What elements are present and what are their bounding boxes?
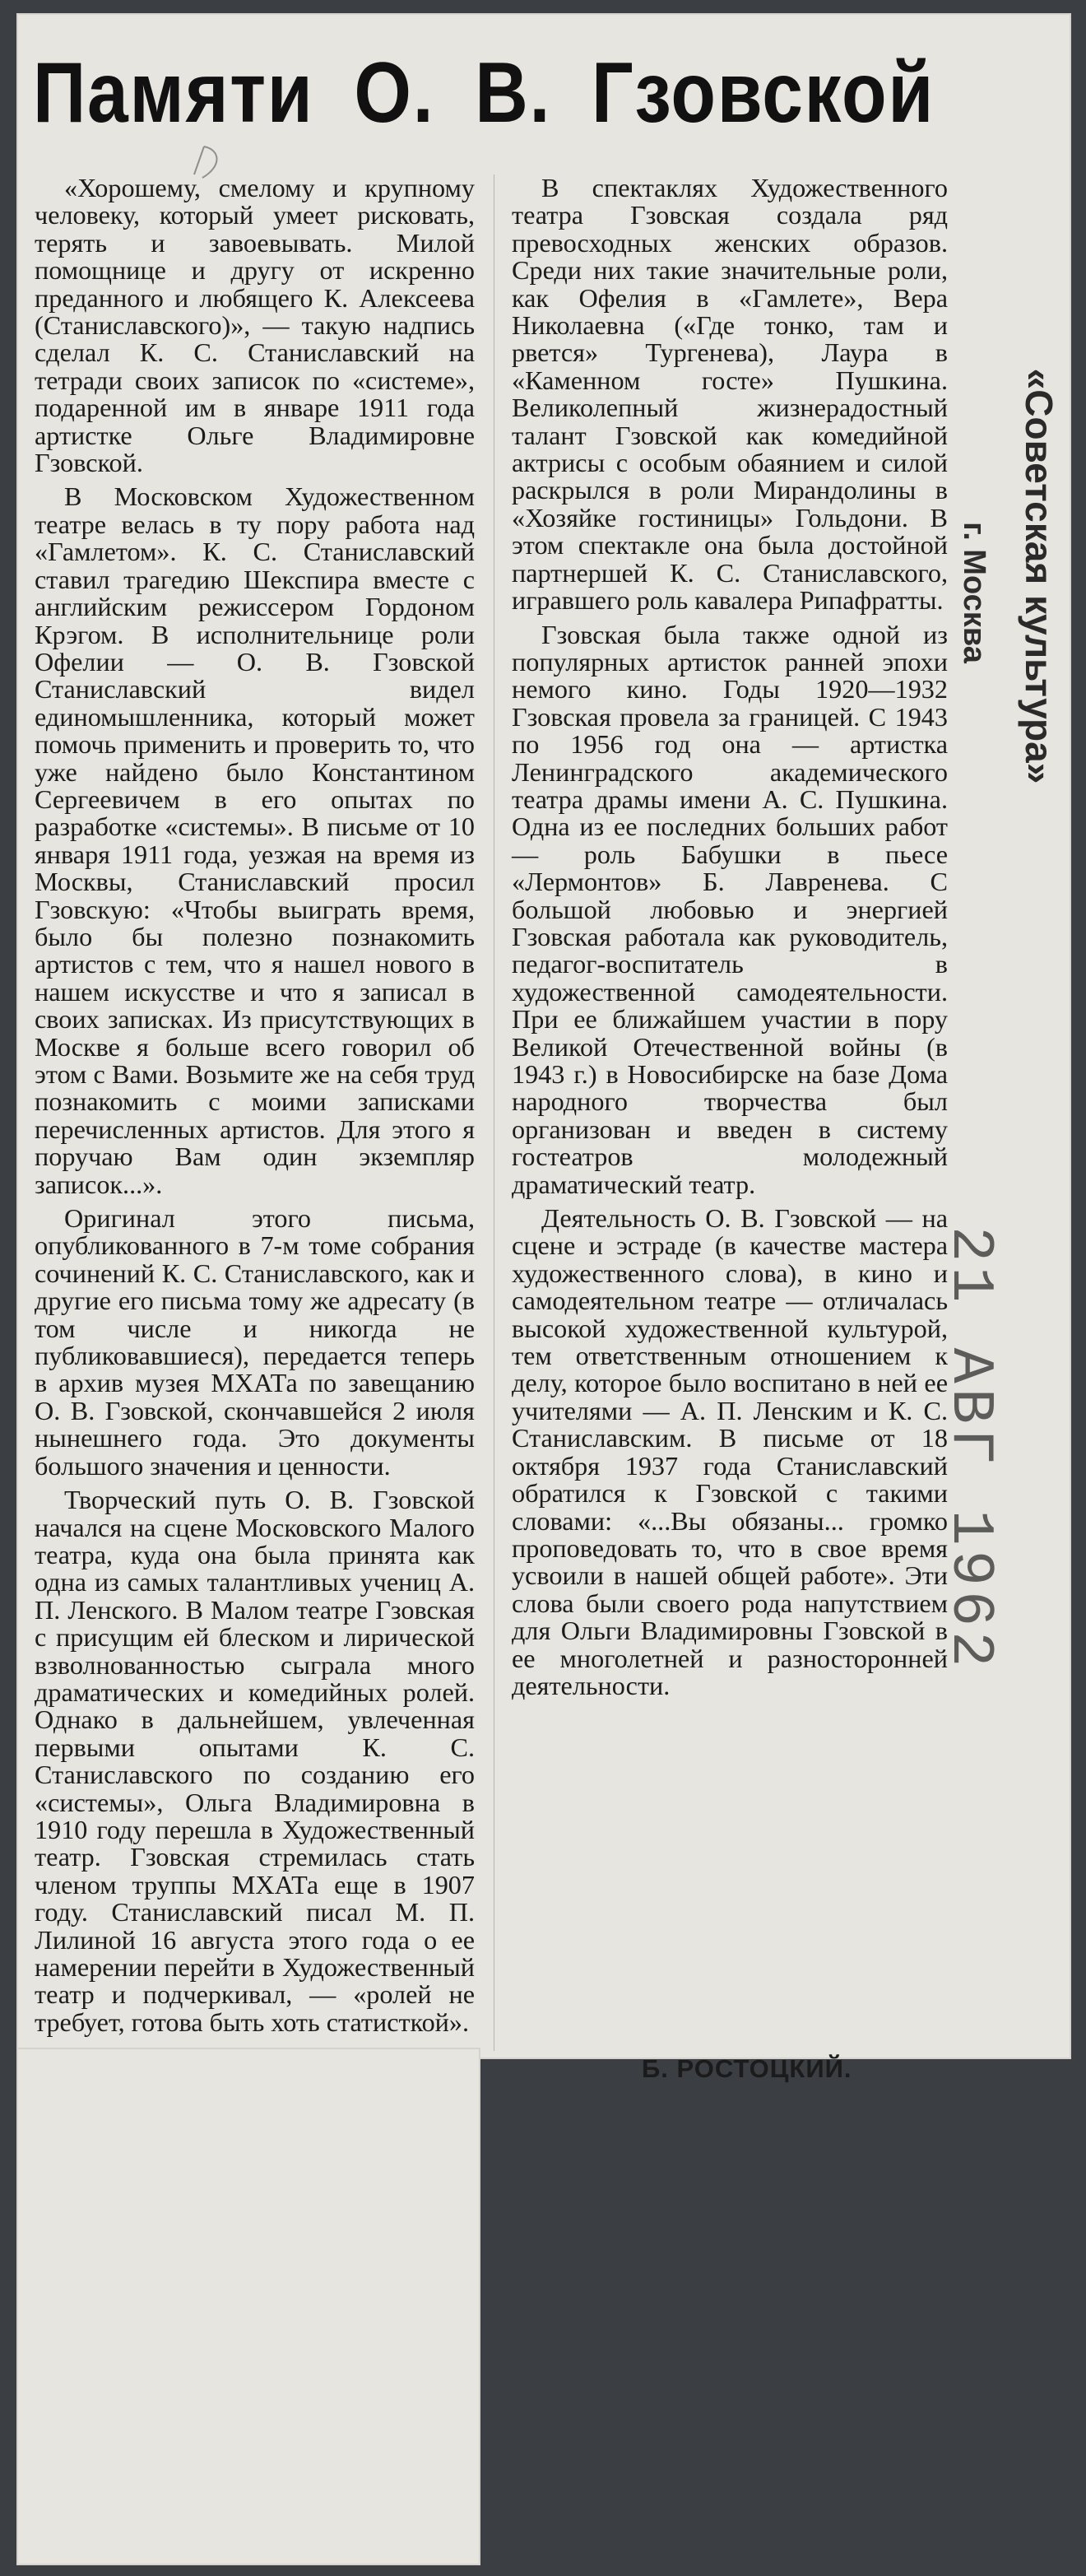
- paragraph: В спектаклях Художественного театра Гзовская создала ряд превосходных женских образов. Среди них такие значительные роли, как Офелия в «Гамлете», Вера Николаевна («Где тонко, там и рвется» Тургенева), Лаура в «Каменном госте» Пушкина. Великолепный жизнерадостный талант Гзовской как комедийной актрисы с особым обаянием и силой раскрылся в роли Мирандолины в «Хозяйке гостиницы» Гольдони. В этом спектакле она была достойной партнершей К. С. Станиславского, игравшего роль кавалера Рипафратты.: [512, 173, 948, 616]
- date-stamp: 21 АВГ 1962: [936, 1226, 1004, 1672]
- article-column-right: [512, 174, 948, 1706]
- clipping-paper-tail: [18, 2049, 479, 2564]
- headline: Памяти О. В. Гзовской: [33, 45, 935, 141]
- paragraph: Гзовская была также одной из популярных артисток ранней эпохи немого кино. Годы 1920—1932 Гзовская провела за границей. С 1943 по 1956 год она — артистка Ленинградского академического театра драмы имени А. С. Пушкина. Одна из ее последних больших работ — роль Бабушки в пьесе «Лермонтов» Б. Лавренева. С большой любовью и энергией Гзовская работала как руководитель, педагог-воспитатель в художественной самодеятельности. При ее ближайшем участии в пору Великой Отечественной войны (в 1943 г.) в Новосибирске на базе Дома народного творчества был организован и введен в систему гостеатров молодежный драматический театр.: [512, 619, 948, 1199]
- paragraph: Творческий путь О. В. Гзовской начался на сцене Московского Малого театра, куда она была принята как одна из самых талантливых учениц А. П. Ленского. В Малом театре Гзовская с присущим ей блеском и лирической взволнованностью сыграла много драматических и комедийных ролей. Однако в дальнейшем, увлеченная первыми опытами К. С. Станиславского по созданию его «системы», Ольга Владимировна в 1910 году перешла в Художественный театр. Гзовская стремилась стать членом труппы МХАТа еще в 1907 году. Станиславский писал М. П. Лилиной 16 августа этого года о ее намерении перейти в Художественный театр и подчеркивал, — «ролей не требует, готова быть хоть статисткой».: [35, 1485, 475, 2037]
- city-stamp: г. Москва: [957, 522, 991, 663]
- paragraph: «Хорошему, смелому и крупному человеку, который умеет рисковать, терять и завоевывать. Милой помощнице и другу от искренно преданного и любящего К. Алексеева (Станиславского)», — такую надпись сделал К. С. Станиславский на тетради своих записок по «системе», подаренной им в январе 1911 года артистке Ольге Владимировне Гзовской.: [35, 173, 475, 478]
- paragraph: Оригинал этого письма, опубликованного в 7-м томе собрания сочинений К. С. Станиславского, как и другие его письма тому же адресату (в том числе и никогда не публиковавшиеся), передается теперь в архив музея МХАТа по завещанию О. В. Гзовской, скончавшейся 2 июля нынешнего года. Это документы большого значения и ценности.: [35, 1203, 475, 1481]
- author-signature: Б. РОСТОЦКИЙ.: [642, 2054, 852, 2083]
- paragraph: В Московском Художественном театре велась в ту пору работа над «Гамлетом». К. С. Станиславский ставил трагедию Шекспира вместе с английским режиссером Гордоном Крэгом. В исполнительнице роли Офелии — О. В. Гзовской Станиславский видел единомышленника, который может помочь применить и проверить то, что уже найдено было Константином Сергеевичем в его опытах по разработке «системы». В письме от 10 января 1911 года, уезжая на время из Москвы, Станиславский просил Гзовскую: «Чтобы выиграть время, было бы полезно познакомить артистов с тем, что я нашел нового в нашем искусстве и что я записал в своих записках. Из присутствующих в Москве я больше всего говорил об этом с Вами. Возьмите же на себя труд познакомить с моими записками перечисленных артистов. Для этого я поручаю Вам один экземпляр записок...».: [35, 481, 475, 1199]
- publication-stamp: «Советская культура»: [1018, 368, 1060, 784]
- paragraph: Деятельность О. В. Гзовской — на сцене и эстраде (в качестве мастера художественного слова), в кино и самодеятельном театре — отличалась высокой художественной культурой, тем ответственным отношением к делу, которое было воспитано в ней ее учителями — А. П. Ленским и К. С. Станиславским. В письме от 18 октября 1937 года Станиславский обратился к Гзовской с такими словами: «...Вы обязаны... громко проповедовать то, что в свое время усвоили в нашей общей работе». Эти слова были своего рода напутствием для Ольги Владимировны Гзовской в ее многолетней и разносторонней деятельности.: [512, 1203, 948, 1700]
- article-column-left: [35, 174, 475, 2043]
